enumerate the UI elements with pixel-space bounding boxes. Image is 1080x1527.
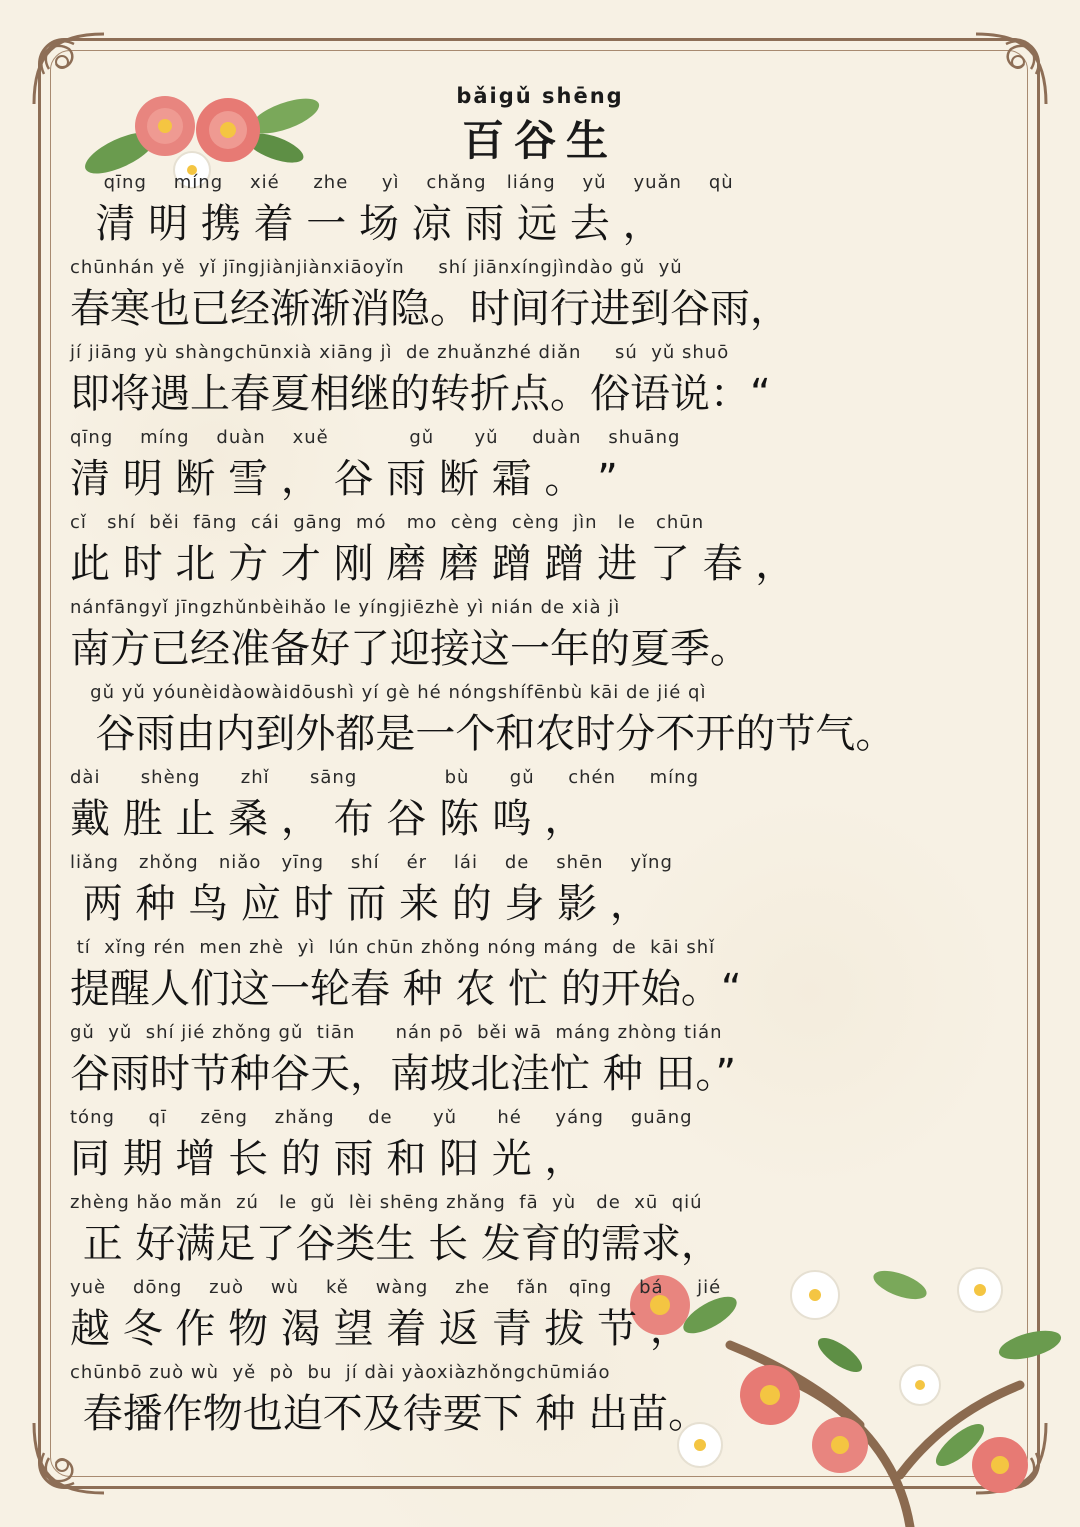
text-line — [70, 682, 1020, 758]
pinyin-row: liǎng zhǒng niǎo yīng shí ér lái de shēn yǐng — [70, 852, 673, 873]
hanzi-row: 即将遇上春夏相继的转折点。俗语说：“ — [70, 371, 771, 417]
text-line — [70, 257, 1020, 333]
hanzi-row: 越 冬 作 物 渴 望 着 返 青 拔 节 ， — [70, 1306, 690, 1352]
text-line — [70, 172, 1020, 248]
text-line — [70, 1107, 1020, 1183]
pinyin-row: nánfāngyǐ jīngzhǔnbèihǎo le yíngjiēzhè yì nián de xià jì — [70, 597, 621, 618]
pinyin-row: zhèng hǎo mǎn zú le gǔ lèi shēng zhǎng fā yù de xū qiú — [70, 1192, 703, 1213]
text-line — [70, 512, 1020, 588]
hanzi-row: 同 期 增 长 的 雨 和 阳 光 ， — [70, 1136, 585, 1182]
pinyin-row: yuè dōng zuò wù kě wàng zhe fǎn qīng bá jié — [70, 1277, 722, 1298]
pinyin-row: chūnbō zuò wù yě pò bu jí dài yàoxiàzhǒngchūmiáo — [70, 1362, 611, 1383]
text-line — [70, 1192, 1020, 1268]
text-line — [70, 767, 1020, 843]
hanzi-row: 谷雨时节种谷天，南坡北洼忙 种 田。” — [70, 1051, 737, 1097]
pinyin-row: tí xǐng rén men zhè yì lún chūn zhǒng nóng máng de kāi shǐ — [70, 937, 716, 958]
text-line — [70, 1362, 1020, 1438]
pinyin-row: jí jiāng yù shàngchūnxià xiāng jì de zhuǎnzhé diǎn sú yǔ shuō — [70, 342, 730, 363]
hanzi-row: 此 时 北 方 才 刚 磨 磨 蹭 蹭 进 了 春 ， — [70, 541, 796, 587]
text-line — [70, 937, 1020, 1013]
text-line — [70, 1277, 1020, 1353]
pinyin-row: chūnhán yě yǐ jīngjiànjiànxiāoyǐn shí jiānxíngjìndào gǔ yǔ — [70, 257, 683, 278]
text-line — [70, 342, 1020, 418]
hanzi-row: 提醒人们这一轮春 种 农 忙 的开始。“ — [70, 966, 742, 1012]
text-line — [70, 1022, 1020, 1098]
hanzi-row: 春播作物也迫不及待要下 种 出苗。 — [70, 1391, 709, 1437]
hanzi-row: 戴 胜 止 桑 ， 布 谷 陈 鸣 ， — [70, 796, 585, 842]
text-line — [70, 852, 1020, 928]
pinyin-row: gǔ yǔ shí jié zhǒng gǔ tiān nán pō běi wā máng zhòng tián — [70, 1022, 723, 1043]
pinyin-row: gǔ yǔ yóunèidàowàidōushì yí gè hé nóngshífēnbù kāi de jié qì — [70, 682, 707, 703]
hanzi-row: 清 明 携 着 一 场 凉 雨 远 去 ， — [70, 201, 663, 247]
hanzi-row: 清 明 断 雪 ， 谷 雨 断 霜 。 ” — [70, 456, 618, 502]
pinyin-row: dài shèng zhǐ sāng bù gǔ chén míng — [70, 767, 699, 788]
hanzi-row: 正 好满足了谷类生 长 发育的需求， — [70, 1221, 721, 1267]
pinyin-row: tóng qī zēng zhǎng de yǔ hé yáng guāng — [70, 1107, 693, 1128]
pinyin-row: qīng míng xié zhe yì chǎng liáng yǔ yuǎn qù — [70, 172, 734, 193]
hanzi-row: 春寒也已经渐渐消隐。时间行进到谷雨， — [70, 286, 790, 332]
hanzi-row: 谷雨由内到外都是一个和农时分不开的节气。 — [70, 711, 896, 757]
text-line — [70, 597, 1020, 673]
title-pinyin: bǎigǔ shēng — [456, 84, 624, 108]
pinyin-row: cǐ shí běi fāng cái gāng mó mo cèng cèng jìn le chūn — [70, 512, 705, 533]
page-title: 百谷生 — [461, 116, 618, 165]
text-line — [70, 427, 1020, 503]
hanzi-row: 两 种 鸟 应 时 而 来 的 身 影 ， — [70, 881, 650, 927]
hanzi-row: 南方已经准备好了迎接这一年的夏季。 — [70, 626, 750, 672]
pinyin-row: qīng míng duàn xuě gǔ yǔ duàn shuāng — [70, 427, 681, 448]
